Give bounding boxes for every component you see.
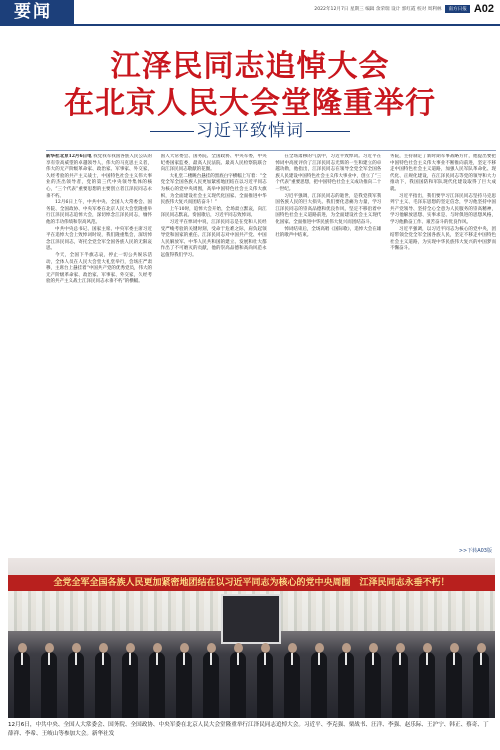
attendee — [311, 652, 327, 718]
paragraph: 国人大常委会、国务院、全国政协、中央军委，中央纪委国家监委，最高人民法院、最高人民检察院联合向江泽民同志敬献的花圈。 — [160, 154, 267, 173]
paragraph: 中共中央总书记、国家主席、中央军委主席习近平在追悼大会上致悼词时说，我们隆重集会，深切悼念江泽民同志，寄托全党全军全国各族人民的无限哀思。 — [46, 226, 152, 252]
headline — [0, 48, 500, 122]
attendee — [68, 652, 84, 718]
continued-link[interactable]: >>下转A03版 — [458, 548, 492, 554]
attendee — [14, 652, 30, 718]
section-label: 要闻 — [0, 0, 74, 24]
date-info: 2022年12月7日 星期三 编辑 余荣瑞 设计 郭红霞 校对 周利林 — [314, 7, 442, 12]
paragraph: 悼词结束后，全场高唱《国际歌》，追悼大会在雄壮的歌声中结束。 — [275, 226, 382, 239]
paragraph: 习近平强调，江泽民同志的逝世，是我党我军我国各族人民的巨大损失。我们要化悲痛为力量，学习江泽民同志的崇高品德和优良作风，坚定不移沿着中国特色社会主义道路前进，为全面建设社会主义现代化国家、全面推进中华民族伟大复兴而团结奋斗。 — [275, 193, 382, 225]
subtitle: 习近平致悼词 — [196, 121, 304, 141]
paragraph: 习近平在悼词中说，江泽民同志是在党和人民经受严峻考验的关键时刻，受命于危难之际，肩负起领导党和国家的重任。江泽民同志对中国共产党、中国人民解放军、中华人民共和国的建立、发展和壮大都作出了不可磨灭的贡献，他的崇高品德和高尚风范永远值得我们学习。 — [160, 219, 267, 258]
article-body — [46, 154, 496, 558]
newspaper-badge: 南方日报 — [445, 5, 469, 13]
attendee — [338, 652, 354, 718]
attendee — [230, 652, 246, 718]
headline-line-2: 在北京人民大会堂隆重举行 — [64, 86, 436, 121]
header-rule — [0, 24, 500, 26]
photo-caption: 12月6日，中共中央、全国人大常委会、国务院、全国政协、中央军委在北京人民大会堂隆重举行江泽民同志追悼大会。习近平、李克强、栗战书、汪洋、李强、赵乐际、王沪宁、韩正、蔡奇、丁薛祥、李希、王岐山等参加大会。新华社发 — [8, 722, 489, 737]
memorial-portrait — [221, 594, 281, 644]
paragraph: 今天，全国下半旗志哀，停止一切公共娱乐活动，全体人员在人民大会堂大礼堂举行，会场庄严肃穆，主席台上悬挂着“中国共产党的优秀党员，伟大的无产阶级革命家、政治家、军事家、外交家，久经考验的共产主义战士江泽民同志永垂不朽”的横幅。 — [46, 252, 152, 285]
attendee — [122, 652, 138, 718]
attendee — [257, 652, 273, 718]
attendees-row — [8, 648, 495, 718]
attendee — [365, 652, 381, 718]
attendee — [392, 652, 408, 718]
article-column-4 — [390, 154, 496, 552]
paragraph: 12月6日上午，中共中央、全国人大常委会、国务院、全国政协、中央军委在北京人民大会堂隆重举行江泽民同志追悼大会，深切悼念江泽民同志，缅怀他的丰功伟绩和崇高风范。 — [46, 200, 152, 225]
header-info — [314, 3, 494, 15]
hall-banner: 全党全军全国各族人民更加紧密地团结在以习近平同志为核心的党中央周围 江泽民同志永垂不朽！ — [8, 575, 495, 591]
headline-line-1: 江泽民同志追悼大会 — [110, 49, 390, 84]
page-number: A02 — [473, 3, 494, 15]
paragraph: 务院，主持制定了新时期军事战略方针，他提出要把中国特色社会主义伟大事业不断推向前进，坚定不移走中国特色社会主义道路，加强人民军队革命化、现代化、正规化建设，在江泽民同志等党的领导和大力推动下，我国国防和军队现代化建设取得了巨大成就。 — [389, 154, 496, 192]
memorial-photo — [8, 558, 495, 718]
paragraph: 习近平指出，我们要学习江泽民同志坚持马克思列宁主义、毛泽东思想的坚定信念，学习他坚持中国共产党领导、坚持全心全意为人民服务的崇高精神，学习他解放思想、实事求是、与时俱进的思想风格，学习他勤奋工作、艰苦奋斗的优良作风。 — [389, 193, 496, 225]
dateline: 新华社北京12月6日电 — [46, 154, 92, 159]
attendee — [176, 652, 192, 718]
article-column-1 — [46, 154, 152, 552]
attendee — [95, 652, 111, 718]
attendee — [446, 652, 462, 718]
paragraph: 在全场肃穆的气氛中，习近平致悼词。习近平在悼词中高度评价了江泽民同志光辉的一生和建立的卓越功勋，他指出，江泽民同志在领导全党全军全国各族人民建设中国特色社会主义伟大事业中，创立了“三个代表”重要思想，把中国特色社会主义成功推向二十一世纪。 — [275, 154, 382, 192]
attendee — [284, 652, 300, 718]
paragraph: 习近平强调，以习近平同志为核心的党中央，团结带领全党全军全国各族人民，坚定不移走中国特色社会主义道路，为实现中华民族伟大复兴的中国梦而不懈奋斗。 — [389, 226, 496, 252]
attendee — [41, 652, 57, 718]
page-header — [0, 0, 500, 34]
attendee — [203, 652, 219, 718]
article-rule — [46, 150, 496, 151]
subtitle-divider-right — [306, 131, 350, 132]
paragraph: 新华社北京12月6日电 我党我军我国各族人民公认的享有崇高威望的卓越领导人，伟大的马克思主义者，伟大的无产阶级革命家、政治家、军事家、外交家，久经考验的共产主义战士，中国特色社会主义伟大事业的杰出领导者，党的第三代中央领导集体的核心，“三个代表”重要思想的主要创立者江泽民同志永垂不朽。 — [46, 154, 152, 199]
paragraph: 大礼堂二楼眺台悬挂的黑底白字横幅上写着：“全党全军全国各族人民更加紧密地团结在以习近平同志为核心的党中央周围，高举中国特色社会主义伟大旗帜，为全面建设社会主义现代化国家、全面推进中华民族伟大复兴而团结奋斗！” — [160, 173, 267, 206]
attendee — [473, 652, 489, 718]
paragraph: 上午10时，追悼大会开始，全场肃立默哀，向江泽民同志默哀。奏国歌后，习近平同志致悼词。 — [160, 206, 267, 219]
attendee — [419, 652, 435, 718]
article-column-2 — [161, 154, 267, 552]
article-column-3 — [275, 154, 381, 552]
subtitle-row — [0, 121, 500, 143]
attendee — [149, 652, 165, 718]
